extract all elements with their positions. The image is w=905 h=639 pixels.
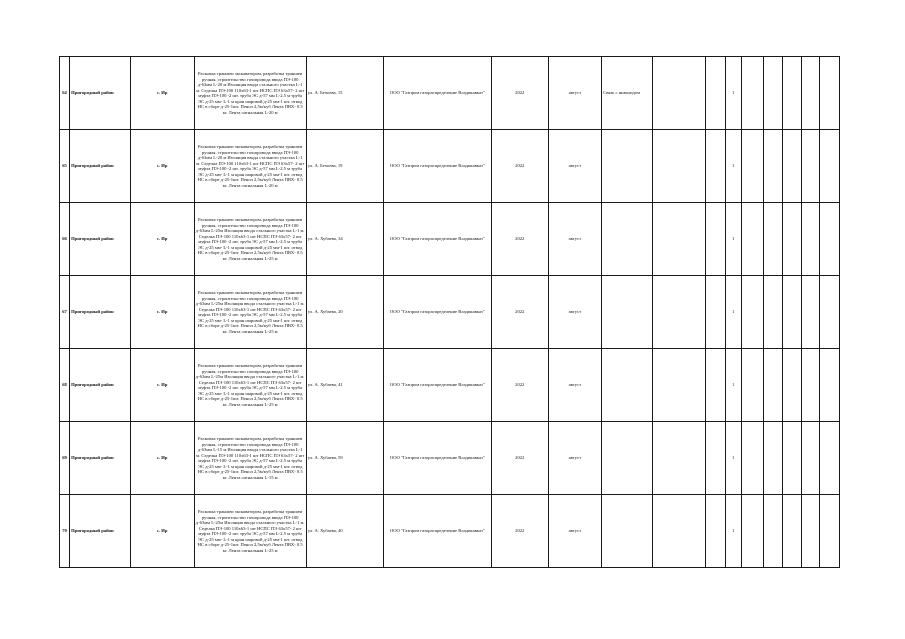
- empty-cell: [783, 276, 802, 349]
- empty-cell: [819, 276, 839, 349]
- empty-cell: [741, 203, 763, 276]
- quantity-cell: 1: [725, 495, 741, 568]
- district-cell: Пригородный район: [70, 57, 131, 130]
- empty-cell: [802, 495, 819, 568]
- empty-cell: [819, 495, 839, 568]
- empty-cell: [741, 349, 763, 422]
- table-row: [60, 130, 840, 203]
- empty-cell: [802, 203, 819, 276]
- settlement-cell: с. Ир: [130, 422, 194, 495]
- empty-cell: [819, 203, 839, 276]
- table-row: [60, 349, 840, 422]
- work-description-cell: Раскопка траншеи экскаватором, разработка траншеи ручная, строительство газопровода ввода ПЭ-100 д-63мм L-25м Изоляция ввода стального участка L-1 м. Седелка ПЭ-100 110х63-1 шт НСПС ПЭ 63х57- 2 шт муфта ПЭ-100 -2 шт. труба ЭС д-57 мм L-2.5 м труба ЭС д-25 мм- L-1 м кран шаровой д-25 мм-1 шт. отвод НС в сборе д-25-1шт. Пенол 2,5м/куб Лента ПВХ- 0.5 кг. Лента сигнальная L-25 м: [194, 349, 306, 422]
- empty-cell: [802, 130, 819, 203]
- row-number: 65: [60, 130, 70, 203]
- work-description-cell: Раскопка траншеи экскаватором, разработка траншеи ручная, строительство газопровода ввода ПЭ-100 д-63мм L-20 м Изоляция ввода стального участка L-1 м. Седелка ПЭ-100 110х63-1 шт НСПС ПЭ 63х57- 2 шт муфта ПЭ-100 -2 шт. труба ЭС д-57 мм L-2.5 м труба ЭС д-25 мм- L-1 м кран шаровой д-25 мм-1 шт. отвод НС в сборе д-25-1шт. Пенол 2,5м/куб Лента ПВХ- 0.5 кг. Лента сигнальная L-20 м: [194, 130, 306, 203]
- year-cell: 2022: [491, 57, 548, 130]
- empty-cell: [706, 57, 725, 130]
- row-number: 66: [60, 203, 70, 276]
- quantity-cell: 1: [725, 57, 741, 130]
- note-cell: [602, 422, 653, 495]
- empty-cell: [706, 349, 725, 422]
- empty-cell: [741, 422, 763, 495]
- organization-cell: ООО "Газпром газораспределение Владикавказ": [383, 495, 491, 568]
- settlement-cell: с. Ир: [130, 495, 194, 568]
- year-cell: 2022: [491, 422, 548, 495]
- quantity-cell: 1: [725, 276, 741, 349]
- empty-cell: [652, 422, 706, 495]
- empty-cell: [706, 276, 725, 349]
- empty-cell: [819, 57, 839, 130]
- note-cell: [602, 276, 653, 349]
- year-cell: 2022: [491, 203, 548, 276]
- empty-cell: [741, 495, 763, 568]
- work-description-cell: Раскопка траншеи экскаватором, разработка траншеи ручная, строительство газопровода ввода ПЭ-100 д-63мм L-20 м Изоляция ввода стального участка L-1 м. Седелка ПЭ-100 110х63-1 шт НСПС ПЭ 63х57- 2 шт муфта ПЭ-100 -2 шт. труба ЭС д-57 мм L-2.5 м труба ЭС д-25 мм- L-1 м кран шаровой д-25 мм-1 шт. отвод НС в сборе д-25-1шт. Пенол 2,5м/куб Лента ПВХ- 0.5 кг. Лента сигнальная L-20 м: [194, 57, 306, 130]
- quantity-cell: 1: [725, 130, 741, 203]
- quantity-cell: 1: [725, 422, 741, 495]
- settlement-cell: с. Ир: [130, 130, 194, 203]
- empty-cell: [819, 130, 839, 203]
- work-description-cell: Раскопка траншеи экскаватором, разработка траншеи ручная, строительство газопровода ввода ПЭ-100 д-63мм L-25м Изоляция ввода стального участка L-1 м. Седелка ПЭ-100 110х63-1 шт НСПС ПЭ 63х57- 2 шт муфта ПЭ-100 -2 шт. труба ЭС д-57 мм L-2.5 м труба ЭС д-25 мм- L-1 м кран шаровой д-25 мм-1 шт. отвод НС в сборе д-25-1шт. Пенол 2,5м/куб Лента ПВХ- 0.5 кг. Лента сигнальная L-25 м: [194, 276, 306, 349]
- year-cell: 2022: [491, 495, 548, 568]
- month-cell: август: [548, 57, 602, 130]
- empty-cell: [764, 495, 783, 568]
- district-cell: Пригородный район: [70, 422, 131, 495]
- year-cell: 2022: [491, 349, 548, 422]
- organization-cell: ООО "Газпром газораспределение Владикавказ": [383, 203, 491, 276]
- organization-cell: ООО "Газпром газораспределение Владикавказ": [383, 349, 491, 422]
- empty-cell: [652, 130, 706, 203]
- empty-cell: [706, 203, 725, 276]
- empty-cell: [652, 495, 706, 568]
- empty-cell: [783, 422, 802, 495]
- empty-cell: [802, 422, 819, 495]
- address-cell: ул. А. Хубаева, 59: [306, 422, 383, 495]
- empty-cell: [764, 276, 783, 349]
- empty-cell: [802, 276, 819, 349]
- empty-cell: [764, 57, 783, 130]
- table-row: [60, 495, 840, 568]
- empty-cell: [741, 276, 763, 349]
- address-cell: ул. А. Хубаева, 41: [306, 349, 383, 422]
- settlement-cell: с. Ир: [130, 203, 194, 276]
- empty-cell: [783, 130, 802, 203]
- row-number: 70: [60, 495, 70, 568]
- address-cell: ул. А. Бечоева, 19: [306, 130, 383, 203]
- empty-cell: [783, 203, 802, 276]
- empty-cell: [706, 422, 725, 495]
- address-cell: ул. А. Хубаева, 40: [306, 495, 383, 568]
- empty-cell: [764, 203, 783, 276]
- row-number: 68: [60, 349, 70, 422]
- empty-cell: [783, 495, 802, 568]
- table-body: [60, 57, 840, 568]
- work-description-cell: Раскопка траншеи экскаватором, разработка траншеи ручная, строительство газопровода ввода ПЭ-100 д-63мм L-25м Изоляция ввода стального участка L-1 м. Седелка ПЭ-100 110х63-1 шт НСПС ПЭ 63х57- 2 шт муфта ПЭ-100 -2 шт. труба ЭС д-57 мм L-2.5 м труба ЭС д-25 мм- L-1 м кран шаровой д-25 мм-1 шт. отвод НС в сборе д-25-1шт. Пенол 2,5м/куб Лента ПВХ- 0.5 кг. Лента сигнальная L-25 м: [194, 203, 306, 276]
- month-cell: август: [548, 495, 602, 568]
- table-row: [60, 57, 840, 130]
- year-cell: 2022: [491, 276, 548, 349]
- note-cell: Связь с инвалидом: [602, 57, 653, 130]
- gas-works-table: [59, 56, 840, 568]
- note-cell: [602, 130, 653, 203]
- quantity-cell: 1: [725, 203, 741, 276]
- empty-cell: [741, 130, 763, 203]
- empty-cell: [819, 422, 839, 495]
- work-description-cell: Раскопка траншеи экскаватором, разработка траншеи ручная, строительство газопровода ввода ПЭ-100 д-63мм L-25м Изоляция ввода стального участка L-1 м. Седелка ПЭ-100 110х63-1 шт НСПС ПЭ 63х57- 2 шт муфта ПЭ-100 -2 шт. труба ЭС д-57 мм L-2.5 м труба ЭС д-25 мм- L-1 м кран шаровой д-25 мм-1 шт. отвод НС в сборе д-25-1шт. Пенол 2,5м/куб Лента ПВХ- 0.5 кг. Лента сигнальная L-25 м: [194, 495, 306, 568]
- empty-cell: [652, 349, 706, 422]
- empty-cell: [764, 349, 783, 422]
- table-row: [60, 203, 840, 276]
- year-cell: 2022: [491, 130, 548, 203]
- empty-cell: [764, 422, 783, 495]
- district-cell: Пригородный район: [70, 130, 131, 203]
- table-row: [60, 422, 840, 495]
- table-row: [60, 276, 840, 349]
- month-cell: август: [548, 349, 602, 422]
- settlement-cell: с. Ир: [130, 349, 194, 422]
- empty-cell: [783, 349, 802, 422]
- row-number: 69: [60, 422, 70, 495]
- district-cell: Пригородный район: [70, 203, 131, 276]
- district-cell: Пригородный район: [70, 349, 131, 422]
- month-cell: август: [548, 130, 602, 203]
- address-cell: ул. А. Бечоева, 15: [306, 57, 383, 130]
- address-cell: ул. А. Хубаева, 34: [306, 203, 383, 276]
- empty-cell: [741, 57, 763, 130]
- organization-cell: ООО "Газпром газораспределение Владикавказ": [383, 130, 491, 203]
- empty-cell: [802, 349, 819, 422]
- note-cell: [602, 495, 653, 568]
- organization-cell: ООО "Газпром газораспределение Владикавказ": [383, 276, 491, 349]
- empty-cell: [802, 57, 819, 130]
- empty-cell: [783, 57, 802, 130]
- empty-cell: [764, 130, 783, 203]
- empty-cell: [652, 203, 706, 276]
- settlement-cell: с. Ир: [130, 57, 194, 130]
- district-cell: Пригородный район: [70, 495, 131, 568]
- empty-cell: [706, 130, 725, 203]
- settlement-cell: с. Ир: [130, 276, 194, 349]
- organization-cell: ООО "Газпром газораспределение Владикавказ": [383, 57, 491, 130]
- work-description-cell: Раскопка траншеи экскаватором, разработка траншеи ручная, строительство газопровода ввода ПЭ-100 д-63мм L-15 м Изоляция ввода стального участка L-1 м. Седелка ПЭ-100 110х63-1 шт НСПС ПЭ 63х57- 2 шт муфта ПЭ-100 -2 шт. труба ЭС д-57 мм L-2.5 м труба ЭС д-25 мм- L-1 м кран шаровой д-25 мм-1 шт. отвод НС в сборе д-25-1шт. Пенол 2,5м/куб Лента ПВХ- 0.5 кг. Лента сигнальная L-15 м: [194, 422, 306, 495]
- month-cell: август: [548, 276, 602, 349]
- empty-cell: [819, 349, 839, 422]
- row-number: 67: [60, 276, 70, 349]
- quantity-cell: 1: [725, 349, 741, 422]
- month-cell: август: [548, 422, 602, 495]
- month-cell: август: [548, 203, 602, 276]
- empty-cell: [652, 57, 706, 130]
- note-cell: [602, 349, 653, 422]
- district-cell: Пригородный район: [70, 276, 131, 349]
- note-cell: [602, 203, 653, 276]
- address-cell: ул. А. Хубаева, 20: [306, 276, 383, 349]
- empty-cell: [706, 495, 725, 568]
- row-number: 64: [60, 57, 70, 130]
- empty-cell: [652, 276, 706, 349]
- organization-cell: ООО "Газпром газораспределение Владикавказ": [383, 422, 491, 495]
